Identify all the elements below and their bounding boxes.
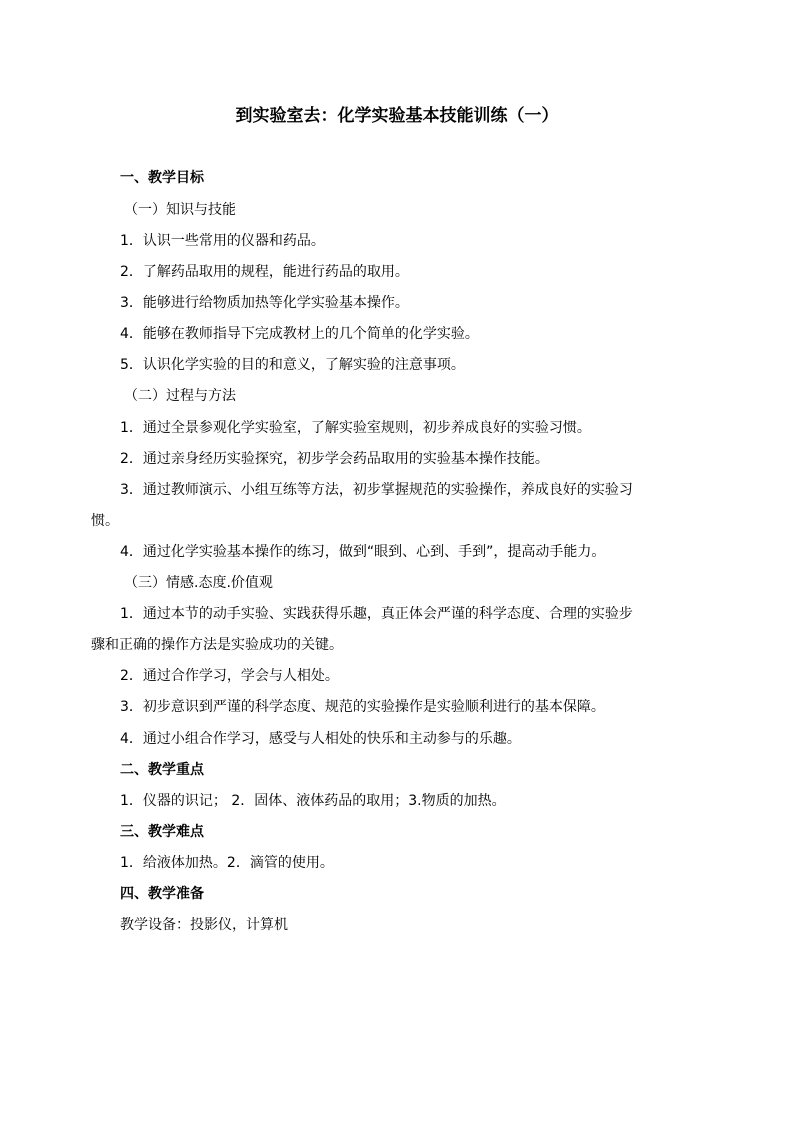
- section-heading-difficulties: 三、教学难点: [120, 824, 204, 840]
- section-heading-key-points: 二、教学重点: [120, 762, 204, 778]
- subsection-heading-process-methods: （二）过程与方法: [124, 388, 236, 404]
- list-item: 4．通过化学实验基本操作的练习，做到“眼到、心到、手到”，提高动手能力。: [120, 544, 606, 560]
- list-item: 2．通过合作学习，学会与人相处。: [120, 668, 339, 684]
- section-text-difficulties: 1．给液体加热。2．滴管的使用。: [120, 855, 334, 871]
- list-item: 3．能够进行给物质加热等化学实验基本操作。: [120, 295, 409, 311]
- subsection-heading-attitude-values: （三）情感.态度.价值观: [124, 575, 273, 591]
- list-item: 3．初步意识到严谨的科学态度、规范的实验操作是实验顺利进行的基本保障。: [120, 699, 605, 715]
- section-heading-preparation: 四、教学准备: [120, 886, 204, 902]
- list-item: 3．通过教师演示、小组互练等方法，初步掌握规范的实验操作，养成良好的实验习: [120, 482, 633, 498]
- list-item: 1．认识一些常用的仪器和药品。: [120, 233, 325, 249]
- list-item: 1．通过全景参观化学实验室，了解实验室规则，初步养成良好的实验习惯。: [120, 420, 591, 436]
- section-text-preparation: 教学设备：投影仪，计算机: [120, 917, 288, 933]
- list-item-continuation: 惯。: [91, 513, 119, 529]
- list-item: 2．通过亲身经历实验探究，初步学会药品取用的实验基本操作技能。: [120, 451, 549, 467]
- section-heading-objectives: 一、教学目标: [120, 170, 204, 186]
- list-item: 5．认识化学实验的目的和意义，了解实验的注意事项。: [120, 357, 465, 373]
- list-item: 4．通过小组合作学习，感受与人相处的快乐和主动参与的乐趣。: [120, 731, 521, 747]
- list-item: 2．了解药品取用的规程，能进行药品的取用。: [120, 264, 409, 280]
- list-item-continuation: 骤和正确的操作方法是实验成功的关键。: [91, 637, 343, 653]
- list-item: 4．能够在教师指导下完成教材上的几个简单的化学实验。: [120, 326, 479, 342]
- subsection-heading-knowledge-skills: （一）知识与技能: [124, 202, 236, 218]
- document-title: 到实验室去：化学实验基本技能训练（一）: [235, 106, 559, 126]
- list-item: 1．通过本节的动手实验、实践获得乐趣，真正体会严谨的科学态度、合理的实验步: [120, 606, 633, 622]
- section-text-key-points: 1．仪器的识记； 2．固体、液体药品的取用；3.物质的加热。: [120, 793, 506, 809]
